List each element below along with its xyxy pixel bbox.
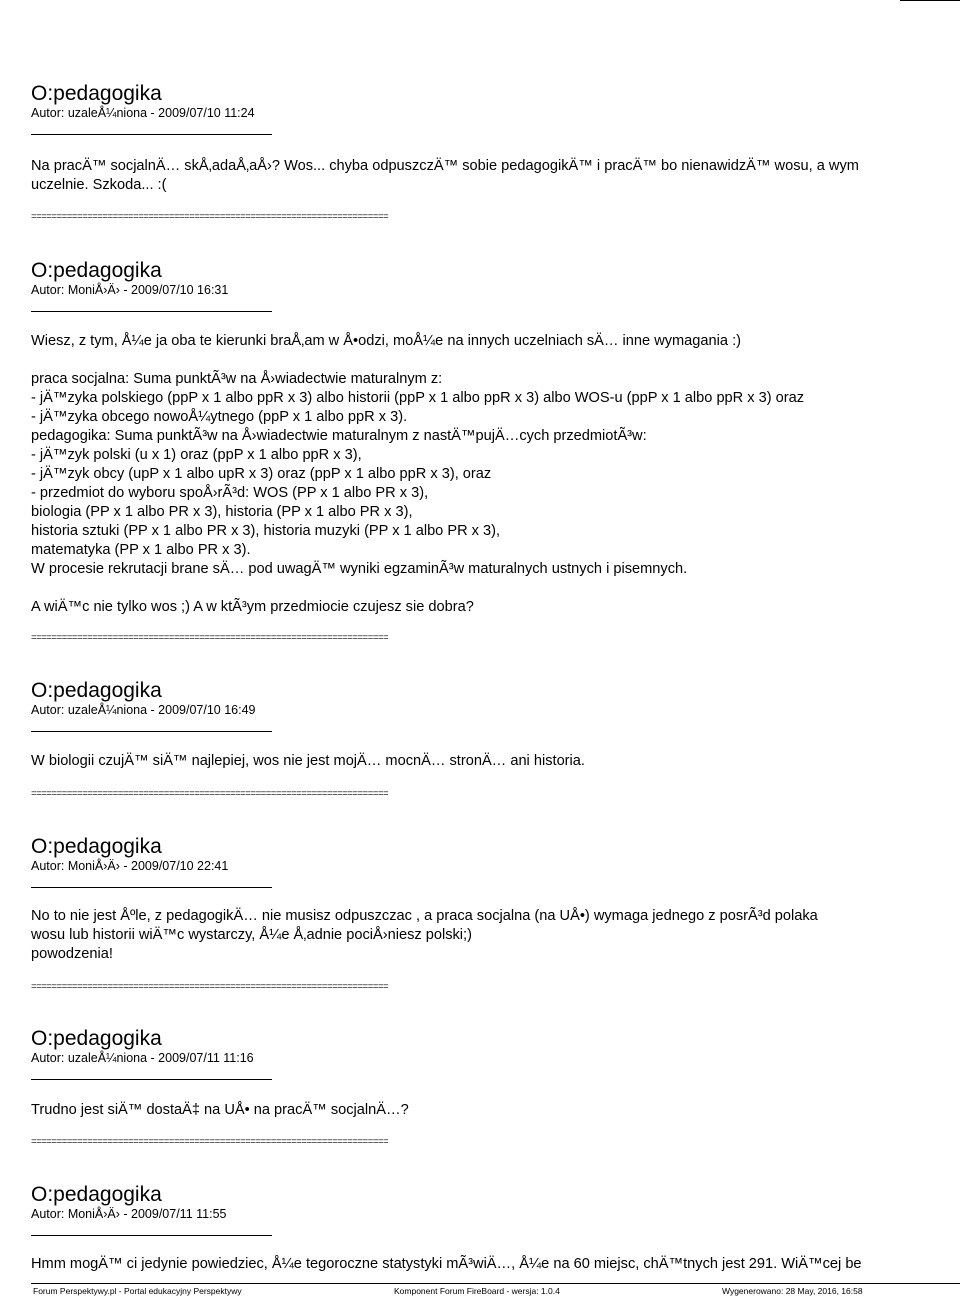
- post-divider: [31, 311, 272, 312]
- footer-component: Komponent Forum FireBoard - wersja: 1.0.4: [394, 1286, 560, 1296]
- post-line: - jÄ™zyka obcego nowoÅ¼ytnego (ppP x 1 albo ppR x 3).: [31, 409, 408, 425]
- post-separator: ======================================================================: [31, 981, 389, 992]
- post-meta: Autor: MoniÅ›Ä› - 2009/07/10 22:41: [31, 859, 229, 873]
- post-line: Wiesz, z tym, Å¼e ja oba te kierunki braÅ‚am w Å•odzi, moÅ¼e na innych uczelniach sÄ… inne wymagania :): [31, 333, 741, 349]
- post-line: - jÄ™zyka polskiego (ppP x 1 albo ppR x 3) albo historii (ppP x 1 albo ppR x 3) albo WOS-u (ppP x 1 albo ppR x 3) oraz: [31, 390, 805, 406]
- post-line: historia sztuki (PP x 1 albo PR x 3), historia muzyki (PP x 1 albo PR x 3),: [31, 523, 501, 539]
- post-title: O:pedagogika: [31, 1183, 162, 1206]
- post-divider: [31, 731, 272, 732]
- post-line: powodzenia!: [31, 946, 113, 962]
- post-line: biologia (PP x 1 albo PR x 3), historia (PP x 1 albo PR x 3),: [31, 504, 413, 520]
- post-header: [31, 82, 960, 135]
- page-footer: [31, 1283, 960, 1298]
- post-title: O:pedagogika: [31, 259, 162, 282]
- post-line: Na pracÄ™ socjalnÄ… skÅ‚adaÅ‚aÅ›? Wos... chyba odpuszczÄ™ sobie pedagogikÄ™ i pracÄ™ bo nienawidzÄ™ wosu, a wym: [31, 158, 859, 174]
- post-separator: ======================================================================: [31, 632, 389, 643]
- footer-generated: Wygenerowano: 28 May, 2016, 16:58: [722, 1286, 863, 1296]
- post-line: - przedmiot do wyboru spoÅ›rÃ³d: WOS (PP x 1 albo PR x 3),: [31, 485, 429, 501]
- post-line: A wiÄ™c nie tylko wos ;) A w ktÃ³ym przedmiocie czujesz sie dobra?: [31, 599, 474, 615]
- post-line: uczelnie. Szkoda... :(: [31, 177, 167, 193]
- post-title: O:pedagogika: [31, 835, 162, 858]
- post-header: [31, 835, 960, 888]
- post-body: [31, 1255, 960, 1274]
- post-blank-line: [31, 579, 960, 598]
- post-line: Trudno jest siÄ™ dostaÄ‡ na UÅ• na pracÄ™ socjalnÄ…?: [31, 1102, 409, 1118]
- top-rule: [900, 0, 960, 1]
- post-line: pedagogika: Suma punktÃ³w na Å›wiadectwie maturalnym z nastÄ™pujÄ…cych przedmiotÃ³w:: [31, 428, 647, 444]
- post-line: W procesie rekrutacji brane sÄ… pod uwagÄ™ wyniki egzaminÃ³w maturalnych ustnych i pisemnych.: [31, 561, 688, 577]
- post-divider: [31, 1235, 272, 1236]
- post-body: [31, 1101, 960, 1120]
- post-separator: ======================================================================: [31, 1136, 389, 1147]
- post-title: O:pedagogika: [31, 82, 162, 105]
- post-title: O:pedagogika: [31, 679, 162, 702]
- post-line: Hmm mogÄ™ ci jedynie powiedziec, Å¼e tegoroczne statystyki mÃ³wiÄ…, Å¼e na 60 miejsc, chÄ™tnych jest 291. WiÄ™cej be: [31, 1256, 862, 1272]
- post-body: [31, 752, 960, 771]
- post-line: - jÄ™zyk obcy (upP x 1 albo upR x 3) oraz (ppP x 1 albo ppR x 3), oraz: [31, 466, 492, 482]
- post-meta: Autor: uzaleÅ¼niona - 2009/07/10 11:24: [31, 106, 255, 120]
- footer-site: Forum Perspektywy.pl - Portal edukacyjny Perspektywy: [33, 1286, 242, 1296]
- post-header: [31, 1027, 960, 1080]
- post-line: No to nie jest Åºle, z pedagogikÄ… nie musisz odpuszczac , a praca socjalna (na UÅ•) wymaga jednego z posrÃ³d polaka: [31, 908, 818, 924]
- post-meta: Autor: uzaleÅ¼niona - 2009/07/11 11:16: [31, 1051, 254, 1065]
- post-line: W biologii czujÄ™ siÄ™ najlepiej, wos nie jest mojÄ… mocnÄ… stronÄ… ani historia.: [31, 753, 585, 769]
- post-header: [31, 259, 960, 312]
- post-blank-line: [31, 351, 960, 370]
- post-meta: Autor: uzaleÅ¼niona - 2009/07/10 16:49: [31, 703, 256, 717]
- post-line: praca socjalna: Suma punktÃ³w na Å›wiadectwie maturalnym z:: [31, 371, 443, 387]
- post-body: [31, 332, 960, 617]
- post-title: O:pedagogika: [31, 1027, 162, 1050]
- post-body: [31, 157, 960, 195]
- post-header: [31, 679, 960, 732]
- post-line: matematyka (PP x 1 albo PR x 3).: [31, 542, 251, 558]
- post-divider: [31, 887, 272, 888]
- post-line: - jÄ™zyk polski (u x 1) oraz (ppP x 1 albo ppR x 3),: [31, 447, 362, 463]
- post-body: [31, 907, 960, 964]
- post-separator: ======================================================================: [31, 211, 389, 222]
- post-separator: ======================================================================: [31, 788, 389, 799]
- post-divider: [31, 134, 272, 135]
- post-line: wosu lub historii wiÄ™c wystarczy, Å¼e Å‚adnie pociÅ›niesz polski;): [31, 927, 472, 943]
- post-header: [31, 1183, 960, 1236]
- post-meta: Autor: MoniÅ›Ä› - 2009/07/11 11:55: [31, 1207, 227, 1221]
- post-divider: [31, 1079, 272, 1080]
- post-meta: Autor: MoniÅ›Ä› - 2009/07/10 16:31: [31, 283, 229, 297]
